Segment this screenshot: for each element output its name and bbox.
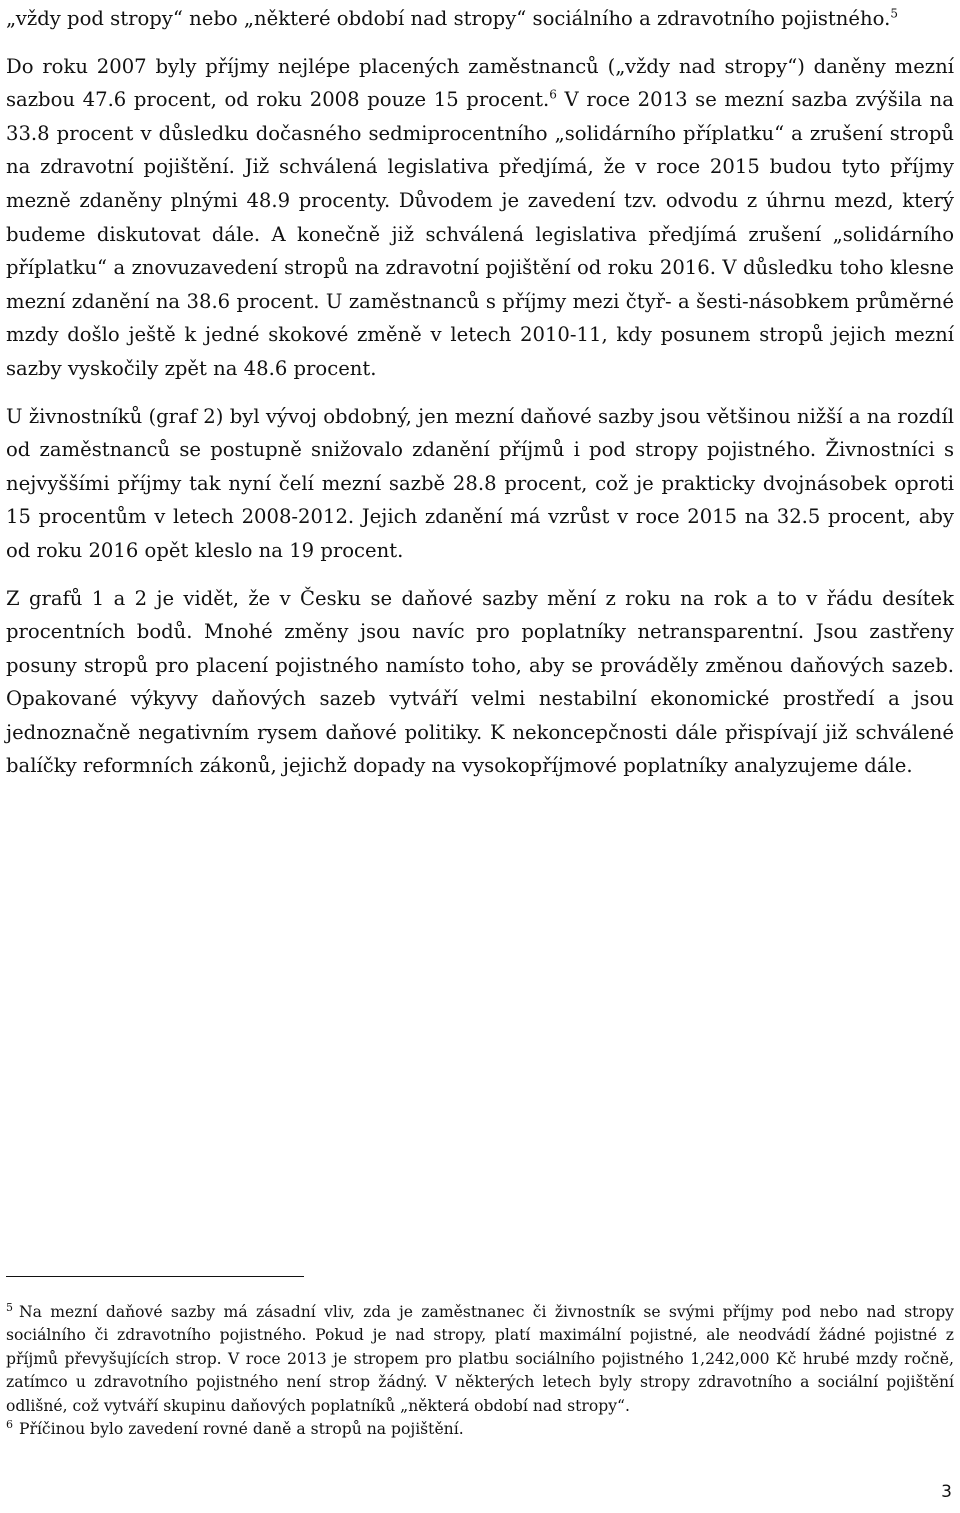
- footnotes-section: [6, 1276, 954, 1441]
- footnote-5: [6, 1301, 954, 1418]
- page-number: 3: [941, 1482, 952, 1502]
- body-text: [6, 2, 954, 797]
- footnote-ref-5[interactable]: 5: [890, 6, 898, 21]
- footnote-6: [6, 1418, 954, 1441]
- paragraph-3: U živnostníků (graf 2) byl vývoj obdobný, jen mezní daňové sazby jsou většinou nižší a na rozdíl od zaměstnanců se postupně snižovalo zdanění příjmů i pod stropy pojistného. Živnostníci s nejvyššími příjmy tak nyní čelí mezní sazbě 28.8 procent, což je prakticky dvojnásobek oproti 15 procentům v letech 2008-2012. Jejich zdanění má vzrůst v roce 2015 na 32.5 procent, aby od roku 2016 opět kleslo na 19 procent.: [6, 404, 954, 562]
- footnote-text: Příčinou bylo zavedení rovné daně a stropů na pojištění.: [19, 1420, 464, 1439]
- paragraph-2-text: Do roku 2007 byly příjmy nejlépe placených zaměstnanců („vždy nad stropy“) daněny mezní sazbou 47.6 procent, od roku 2008 pouze 15 procent.: [6, 54, 954, 112]
- footnote-text: Na mezní daňové sazby má zásadní vliv, zda je zaměstnanec či živnostník se svými příjmy pod nebo nad stropy sociálního či zdravotního pojistného. Pokud je nad stropy, platí maximální pojistné, ale neodvádí žádné pojistné z příjmů převyšujících strop. V roce 2013 je stropem pro platbu sociálního pojistného 1,242,000 Kč hrubé mzdy ročně, zatímco u zdravotního pojistného není strop žádný. V některých letech byly stropy zdravotního a sociální pojištění odlišné, což vytváří skupinu daňových poplatníků „některá období nad stropy“.: [6, 1303, 954, 1415]
- paragraph-1-text: „vždy pod stropy“ nebo „některé období nad stropy“ sociálního a zdravotního pojistného.: [6, 7, 891, 30]
- footnote-mark: 5: [6, 1300, 13, 1314]
- paragraph-2: [6, 50, 954, 386]
- paragraph-1: [6, 2, 954, 36]
- paragraph-2-text-after: V roce 2013 se mezní sazba zvýšila na 33.8 procent v důsledku dočasného sedmiprocentního „solidárního příplatku“ a zrušení stropů na zdravotní pojištění. Již schválená legislativa předjímá, že v roce 2015 budou tyto příjmy mezně zdaněny plnými 48.9 procenty. Důvodem je zavedení tzv. odvodu z úhrnu mezd, který budeme diskutovat dále. A konečně již schválená legislativa předjímá zrušení „solidárního příplatku“ a znovuzavedení stropů na zdravotní pojištění od roku 2016. V důsledku toho klesne mezní zdanění na 38.6 procent. U zaměstnanců s příjmy mezi čtyř- a šesti-násobkem průměrné mzdy došlo ještě k jedné skokové změně v letech 2010-11, kdy posunem stropů jejich mezní sazby vyskočily zpět na 48.6 procent.: [6, 88, 954, 380]
- footnote-ref-6[interactable]: 6: [549, 87, 557, 102]
- footnote-separator: [6, 1276, 304, 1277]
- paragraph-4: Z grafů 1 a 2 je vidět, že v Česku se daňové sazby mění z roku na rok a to v řádu desítek procentních bodů. Mnohé změny jsou navíc pro poplatníky netransparentní. Jsou zastřeny posuny stropů pro placení pojistného namísto toho, aby se prováděly změnou daňových sazeb. Opakované výkyvy daňových sazeb vytváří velmi nestabilní ekonomické prostředí a jsou jednoznačně negativním rysem daňové politiky. K nekoncepčnosti dále přispívají již schválené balíčky reformních zákonů, jejichž dopady na vysokopříjmové poplatníky analyzujeme dále.: [6, 586, 954, 778]
- document-page: [6, 0, 954, 1513]
- footnote-mark: 6: [6, 1417, 13, 1431]
